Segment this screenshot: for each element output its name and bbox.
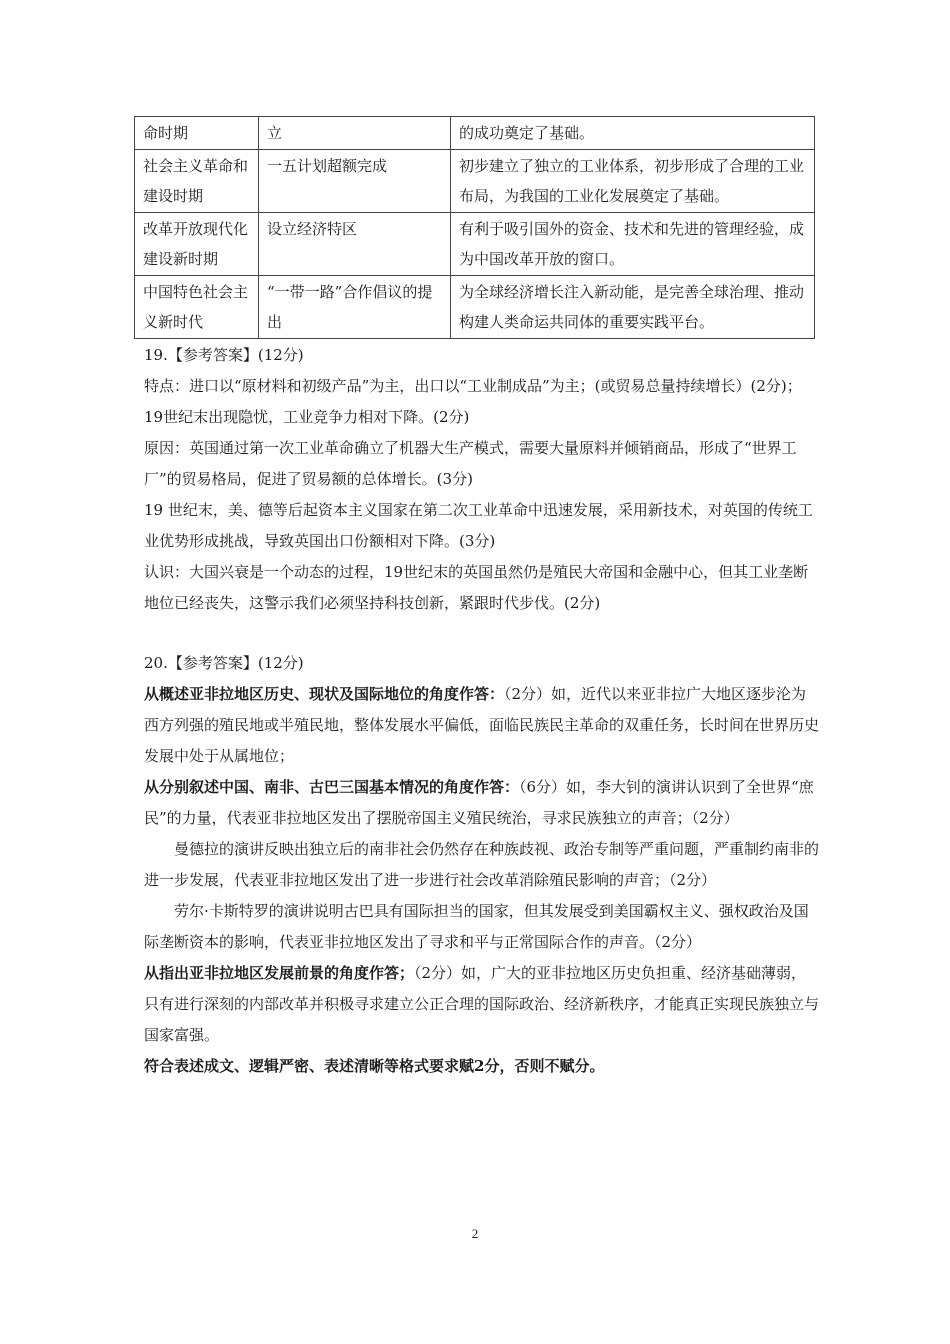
table-cell-significance: 有利于吸引国外的资金、技术和先进的管理经验，成为中国改革开放的窗口。 [451,213,815,276]
table-cell-significance: 初步建立了独立的工业体系，初步形成了合理的工业布局，为我国的工业化发展奠定了基础。 [451,150,815,213]
question-20-heading: 20.【参考答案】(12分) [144,654,304,672]
scoring-note: 符合表述成文、逻辑严密、表述清晰等格式要求赋2分，否则不赋分。 [144,1057,605,1075]
table-row [135,213,815,276]
answer-text: （6分）如，李大钊的演讲认识到了全世界“庶民”的力量，代表亚非拉地区发出了摆脱帝国主义殖民统治，寻求民族独立的声音；（2分） [144,778,814,827]
answer-paragraph: 曼德拉的演讲反映出独立后的南非社会仍然存在种族歧视、政治专制等严重问题，严重制约南非的进一步发展，代表亚非拉地区发出了进一步进行社会改革消除殖民影响的声音；（2分） [144,840,820,889]
answer-text: （2分）如，近代以来亚非拉广大地区逐步沦为西方列强的殖民地或半殖民地，整体发展水平偏低，面临民族民主革命的双重任务，长时间在世界历史发展中处于从属地位； [144,685,820,765]
table-row [135,150,815,213]
table-cell-significance: 为全球经济增长注入新动能，是完善全球治理、推动构建人类命运共同体的重要实践平台。 [451,276,815,339]
table-cell-event: “一带一路”合作倡议的提出 [259,276,451,339]
answer-paragraph: 认识：大国兴衰是一个动态的过程，19世纪末的英国虽然仍是殖民大帝国和金融中心，但其工业垄断地位已经丧失，这警示我们必须坚持科技创新，紧跟时代步伐。(2分) [144,563,809,612]
answer-paragraph: 19 世纪末，美、德等后起资本主义国家在第二次工业革命中迅速发展，采用新技术，对英国的传统工业优势形成挑战，导致英国出口份额相对下降。(3分) [144,501,813,550]
answer-paragraph: 劳尔·卡斯特罗的演讲说明古巴具有国际担当的国家，但其发展受到美国霸权主义、强权政治及国际垄断资本的影响，代表亚非拉地区发出了寻求和平与正常国际合作的声音。（2分） [144,902,809,951]
answer-paragraph [144,958,820,1051]
table-cell-event: 一五计划超额完成 [259,150,451,213]
answer-angle-label: 从指出亚非拉地区发展前景的角度作答； [144,964,415,982]
table-cell-period: 社会主义革命和建设时期 [135,150,259,213]
page-number: 2 [471,1226,479,1241]
answer-paragraph [144,772,820,834]
question-20-answer [144,648,820,1082]
table-cell-event: 设立经济特区 [259,213,451,276]
answer-paragraph [144,679,820,772]
table-cell-period: 命时期 [135,117,259,150]
table-cell-significance: 的成功奠定了基础。 [451,117,815,150]
answer-angle-label: 从分别叙述中国、南非、古巴三国基本情况的角度作答： [144,778,520,796]
question-19-heading: 19.【参考答案】(12分) [144,346,304,364]
answer-table [134,116,815,339]
answer-text: （2分）如，广大的亚非拉地区历史负担重、经济基础薄弱，只有进行深刻的内部改革并积极寻求建立公正合理的国际政治、经济新秩序，才能真正实现民族独立与国家富强。 [144,964,820,1044]
answer-paragraph: 原因：英国通过第一次工业革命确立了机器大生产模式，需要大量原料并倾销商品，形成了“世界工厂”的贸易格局，促进了贸易额的总体增长。(3分) [144,439,797,488]
table-row [135,276,815,339]
answer-angle-label: 从概述亚非拉地区历史、现状及国际地位的角度作答： [144,685,505,703]
table-cell-event: 立 [259,117,451,150]
answer-paragraph: 特点：进口以“原材料和初级产品”为主，出口以“工业制成品”为主；(或贸易总量持续增长）(2分)；19世纪末出现隐忧，工业竞争力相对下降。(2分) [144,377,802,426]
table-cell-period: 改革开放现代化建设新时期 [135,213,259,276]
question-19-answer [144,340,820,619]
table-row [135,117,815,150]
table-cell-period: 中国特色社会主义新时代 [135,276,259,339]
